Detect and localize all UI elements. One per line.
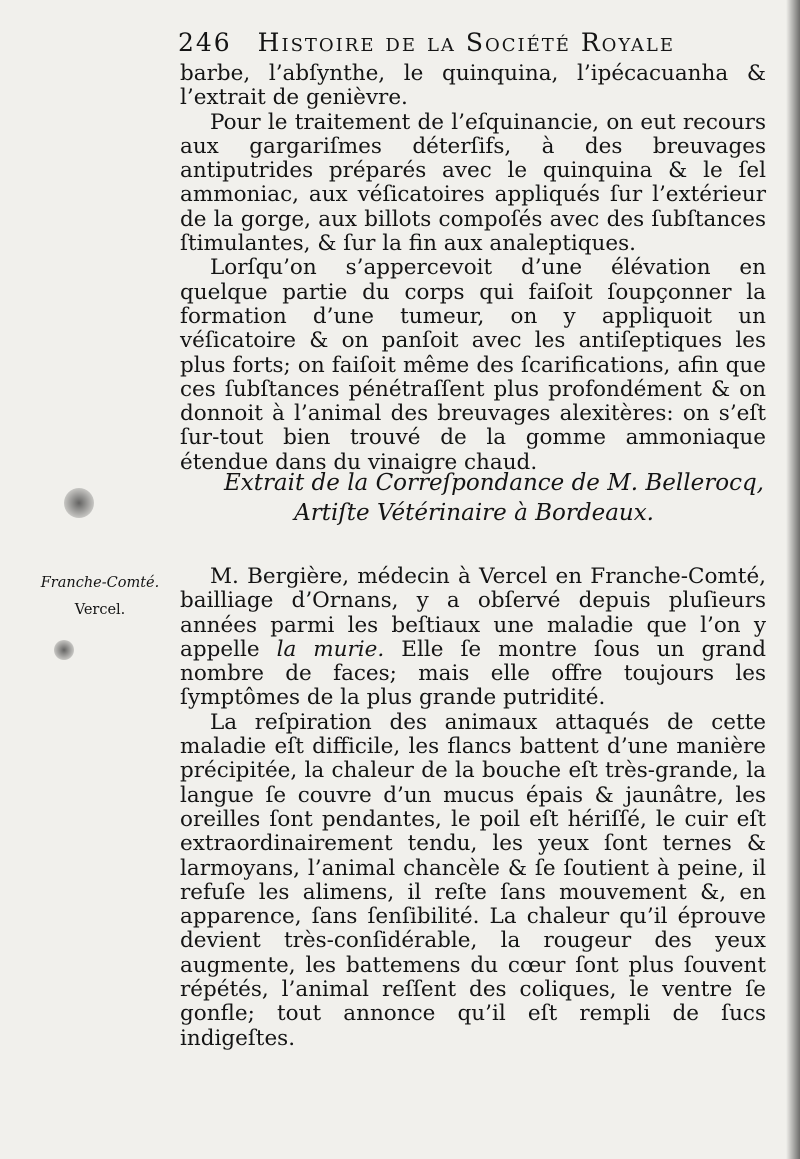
page-number: 246 [178, 28, 232, 57]
text-block-upper [180, 62, 766, 475]
paragraph: Pour le traitement de l’eſquinancie, on eut recours aux gargariſmes déterſifs, à des breuvages antiputrides préparés avec le quinquina & le ſel ammoniac, aux véſicatoires appliqués ſur l’extérieur de la gorge, aux billots compoſés avec des ſubſtances ſtimulantes, & ſur la fin aux analeptiques. [180, 109, 766, 257]
margin-note [40, 570, 160, 624]
heading-line-1: Extrait de la Correſpondance de M. Bellerocq, [223, 470, 764, 496]
margin-place: Franche-Comté. [40, 575, 160, 591]
margin-town: Vercel. [74, 602, 126, 618]
running-header [178, 28, 738, 64]
text-block-lower [180, 565, 766, 1051]
paragraph [180, 565, 766, 711]
section-heading [204, 468, 764, 528]
heading-line-2: Artiſte Vétérinaire à Bordeaux. [294, 500, 654, 526]
page-gutter-shadow [786, 0, 800, 1159]
paragraph-text: Elle ſe montre ſous un grand nombre de faces; mais elle offre toujours les ſymptômes de la plus grande putridité. [180, 636, 766, 711]
ink-blot [54, 640, 74, 660]
paragraph-text: M. Bergière, médecin à Vercel en Franche-Comté, bailliage d’Ornans, y a obſervé depuis pluſieurs années parmi les beſtiaux une maladie que l’on y appelle [180, 564, 766, 662]
paragraph: Lorſqu’on s’appercevoit d’une élévation en quelque partie du corps qui faiſoit ſoupçonner la formation d’une tumeur, on y appliquoit un véſicatoire & on panſoit avec les antiſeptiques les plus forts; on faiſoit même des ſcarifications, afin que ces ſubſtances pénétraſſent plus profondément & on donnoit à l’animal des breuvages alexitères: on s’eſt ſur-tout bien trouvé de la gomme ammoniaque étendue dans du vinaigre chaud. [180, 255, 766, 475]
paragraph: barbe, l’abſynthe, le quinquina, l’ipécacuanha & l’extrait de genièvre. [180, 61, 766, 111]
paragraph: La reſpiration des animaux attaqués de cette maladie eſt difficile, les flancs battent d’une manière précipitée, la chaleur de la bouche eſt très-grande, la langue ſe couvre d’un mucus épais & jaunâtre, les oreilles ſont pendantes, le poil eſt hériſſé, le cuir eſt extraordinairement tendu, les yeux ſont ternes & larmoyans, l’animal chancèle & ſe ſoutient à peine, il refuſe les alimens, il reſte ſans mouvement &, en apparence, ſans ſenſibilité. La chaleur qu’il éprouve devient très-conſidérable, la rougeur des yeux augmente, les battemens du cœur ſont plus ſouvent répétés, l’animal reſſent des coliques, le ventre ſe gonfle; tout annonce qu’il eſt rempli de ſucs indigeſtes. [180, 709, 766, 1051]
running-title: Histoire de la Société Royale [257, 28, 675, 57]
disease-name: la murie. [276, 636, 385, 662]
ink-blot [64, 488, 94, 518]
